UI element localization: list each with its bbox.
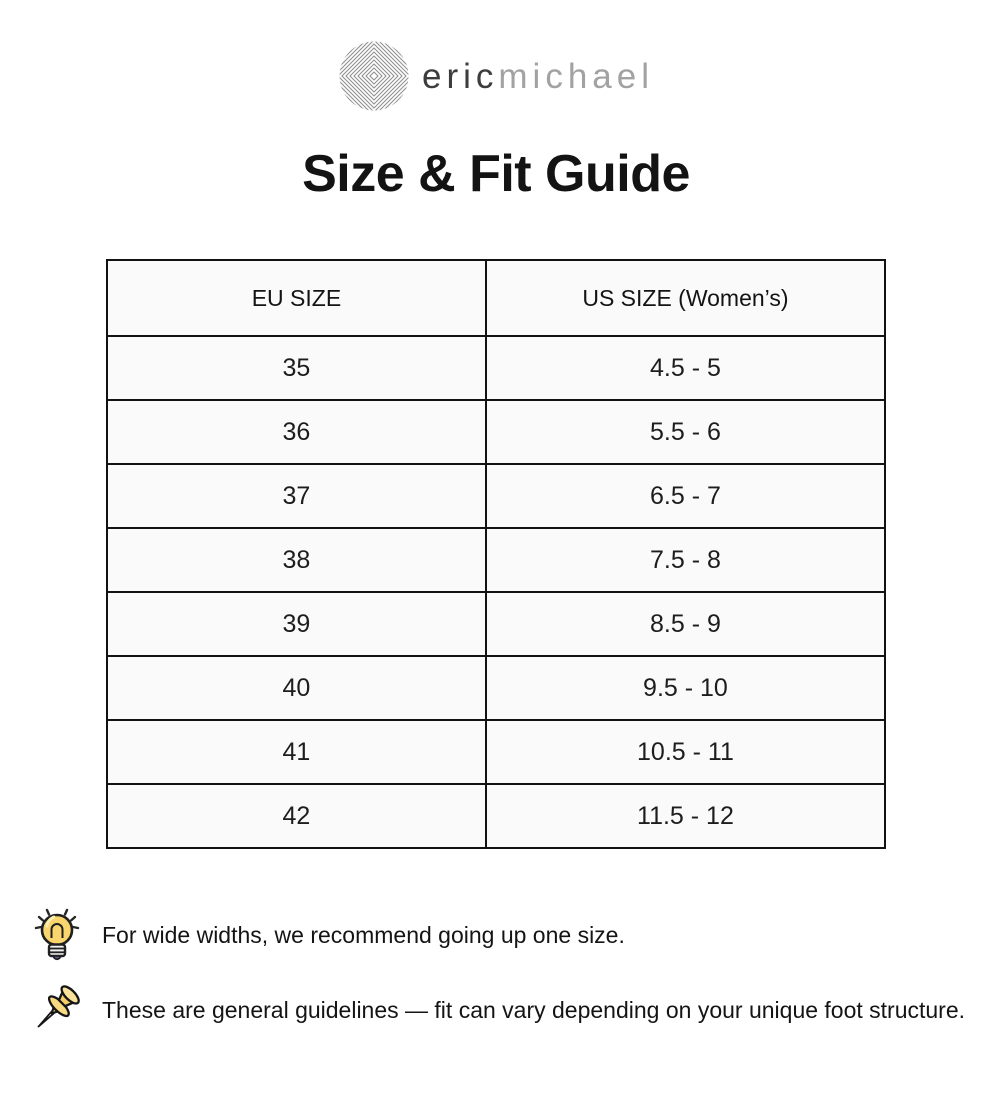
- us-size-cell: 11.5 - 12: [486, 784, 885, 848]
- eu-size-cell: 38: [107, 528, 486, 592]
- us-size-cell: 4.5 - 5: [486, 336, 885, 400]
- table-row: [107, 400, 885, 464]
- eu-size-cell: 36: [107, 400, 486, 464]
- eu-size-cell: 40: [107, 656, 486, 720]
- note-wide-widths: [28, 907, 974, 965]
- lightbulb-icon: [28, 907, 86, 965]
- note-text-guidelines: These are general guidelines — fit can vary depending on your unique foot structure.: [102, 997, 966, 1024]
- eu-size-cell: 39: [107, 592, 486, 656]
- table-row: [107, 528, 885, 592]
- us-size-cell: 7.5 - 8: [486, 528, 885, 592]
- us-size-cell: 6.5 - 7: [486, 464, 885, 528]
- brand-name-first: eric: [421, 56, 499, 96]
- table-row: [107, 784, 885, 848]
- table-row: [107, 464, 885, 528]
- header-eu-size: EU SIZE: [107, 260, 486, 336]
- pushpin-icon: [28, 981, 86, 1041]
- table-row: [107, 720, 885, 784]
- eu-size-cell: 37: [107, 464, 486, 528]
- diamond-pattern-icon: [338, 40, 410, 112]
- brand-name: [421, 56, 654, 96]
- page-title: Size & Fit Guide: [302, 145, 690, 203]
- brand-logo: [0, 0, 992, 112]
- table-row: [107, 656, 885, 720]
- note-text-wide-widths: For wide widths, we recommend going up one size.: [102, 922, 625, 949]
- us-size-cell: 5.5 - 6: [486, 400, 885, 464]
- notes-section: [28, 907, 974, 1041]
- us-size-cell: 9.5 - 10: [486, 656, 885, 720]
- table-header-row: [107, 260, 885, 336]
- eu-size-cell: 41: [107, 720, 486, 784]
- us-size-cell: 8.5 - 9: [486, 592, 885, 656]
- eu-size-cell: 35: [107, 336, 486, 400]
- table-row: [107, 592, 885, 656]
- eu-size-cell: 42: [107, 784, 486, 848]
- us-size-cell: 10.5 - 11: [486, 720, 885, 784]
- note-guidelines: [28, 981, 974, 1041]
- size-table: [106, 259, 886, 849]
- brand-name-second: michael: [498, 56, 654, 96]
- header-us-size: US SIZE (Women’s): [486, 260, 885, 336]
- table-row: [107, 336, 885, 400]
